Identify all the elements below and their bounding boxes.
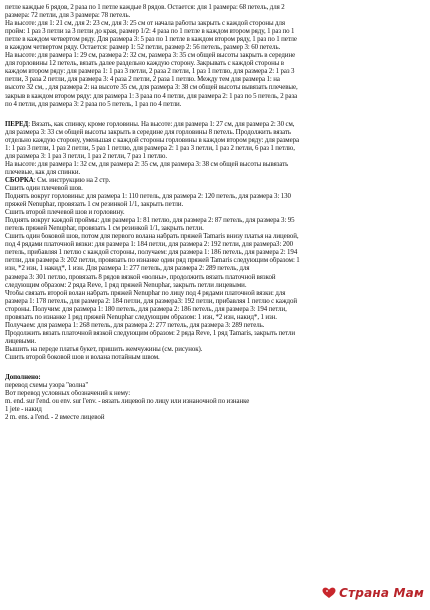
text-line: На высоте: для 1: 21 см, для 2: 23 см, для 3: 25 см от начала работы закрыть с каждой стороны для <box>5 20 286 28</box>
text-line: петли, 3 раза 2 петли, для размера 3: 4 раза 2 петли, 2 раза 1 петлю. Между тем для размера 1: на <box>5 76 280 84</box>
text-line: по 4 петли, для размера 3: 2 раза по 5 петель, 1 раз по 4 петли. <box>5 100 182 108</box>
text-line: в каждом четвертом ряду. Остается: размер 1: 52 петли, размер 2: 56 петель, размер 3: 60 петель. <box>5 44 281 52</box>
text-line: под 4 рядами платочной вязки: для размера 1: 184 петли, для размера 2: 192 петли, для размера3: 200 <box>5 241 293 249</box>
text-line: размера 1: 178 петель, для размера 2: 184 петли, для размера3: 192 петли, прибавляя 1 петлю с каждой <box>5 297 298 305</box>
text-line: петле в каждом четвертом ряду. Для размера 3: 5 раз по 1 петле в каждом втором ряду, 1 раз по 1 петле <box>5 36 297 44</box>
text-line: перевод схемы узора "волна" <box>5 382 89 390</box>
text-line: Вот перевод условных обозначений к нему: <box>5 390 131 398</box>
text-line: пряжей Nenuphar, провязать 1 см резинкой 1/1, закрыть петли. <box>5 201 184 209</box>
assembly-first-line <box>5 177 425 185</box>
text-line: Чтобы связать второй волан набрать пряжей Nenuphar по лицу под 4 рядами платочной вязки: для <box>5 289 286 297</box>
text-line: размера: 72 петли, для 3 размера: 78 петель. <box>5 12 131 20</box>
text-line: для размера 3: 1 раз 3 петли, 1 раз 2 петли, 7 раз 1 петлю. <box>5 152 168 160</box>
text-line: Вышить на переде платья букет, пришить жемчужины (см. рисунок). <box>5 345 203 353</box>
text-line: стороны. Получим: для размера 1: 180 петель, для размера 2: 186 петель, для размера 3: 194 петли, <box>5 305 287 313</box>
extra-section <box>5 374 425 422</box>
text-line: На высоте: для размера 1: 32 см, для размера 2: 35 см, для размера 3: 38 см общей высоты вывязать <box>5 160 289 168</box>
text-line: для размера 3: 33 см общей высоты закрыть в середине для горловины 8 петель. Продолжить вязать <box>5 128 292 136</box>
text-line: Поднять вокруг каждой проймы: для размера 1: 81 петлю, для размера 2: 87 петель, для размера 3: 95 <box>5 217 295 225</box>
text-line: каждом втором ряду: для размера 1: 1 раз 3 петли, 2 раза 2 петли, 1 раз 1 петлю, для размера 2: 1 раз 3 <box>5 68 295 76</box>
text-line: : См. инструкцию на 2 стр. <box>33 176 111 184</box>
text-line: Продолжить вязать платочной вязкой следующим образом: 2 ряда Reve, 1 ряд Tamaris, закрыть петли <box>5 329 295 337</box>
text-line: Получаем: для размера 1: 268 петель, для размера 2: 277 петель, для размера 3: 289 петель. <box>5 321 265 329</box>
back-continuation-paragraph <box>5 4 425 109</box>
text-line: для горловины 12 петель, вязать далее раздельно каждую сторону. Закрывать с каждой стороны в <box>5 60 284 68</box>
front-first-line <box>5 121 425 129</box>
heart-logo-icon <box>322 587 336 599</box>
text-line: закрыв в каждом втором ряду: для размера 1: 3 раза по 4 петли, для размера 2: 1 раз по 5 петель, 2 раза <box>5 92 298 100</box>
text-line: На высоте: для размера 1: 29 см, размера 2: 32 см, размера 3: 35 см общей высоты закрыть в середине <box>5 52 296 60</box>
text-line: следующим образом: 2 ряда Reve, 1 ряд пряжей Nenuphar, закрыть петли лицевыми. <box>5 281 247 289</box>
text-line: Сшить один плечевой шов. <box>5 184 83 192</box>
text-line: изн, *2 изн, 1 накид*, 1 изн. Для размера 1: 277 петель, для размера 2: 289 петель, для <box>5 265 250 273</box>
text-line: петель пряжей Nenuphar, провязать 1 см резинкой 1/1, закрыть петли. <box>5 225 204 233</box>
text-line: петле каждые 6 рядов, 2 раза по 1 петле каждые 8 рядов. Остается: для 1 размера: 68 петель, для 2 <box>5 4 285 11</box>
text-line: : Вязать, как спинку, кроме горловины. На высоте: для размера 1: 27 см, для размера 2: 30 см, <box>28 120 295 128</box>
text-line: 1 jete - накид <box>5 406 42 414</box>
text-line: лицевыми. <box>5 337 37 345</box>
text-line: отдельно каждую сторону, уменьшая с каждой стороны горловины в каждом втором ряду: для размера <box>5 136 300 144</box>
section-spacer <box>5 109 425 121</box>
text-line: высоте 32 см, , для размера 2: на высоте 35 см, для размера 3: 38 см общей высоты вывязать плечевые, <box>5 84 298 92</box>
text-line: Поднять вокруг горловины: для размера 1: 110 петель, для размера 2: 120 петель, для размера 3: 130 <box>5 193 291 201</box>
text-line: Сшить один боковой шов, потом для первого волана набрать пряжей Tamaris внизу платья на лицевой, <box>5 233 299 241</box>
assembly-section <box>5 177 425 362</box>
text-line: Сшить второй боковой шов и волана потайным швом. <box>5 353 160 361</box>
site-watermark <box>322 586 424 600</box>
document-page <box>5 4 425 422</box>
extra-heading: Дополнено: <box>5 374 41 382</box>
text-line: пройм: 1 раз 3 петли за 3 петли до края, размер 1/2: 4 раза по 1 петле в каждом втором ряду, 1 раз по 1 <box>5 28 295 36</box>
text-line: плечевые, как для спинки. <box>5 168 81 176</box>
text-line: петель, прибавляя 1 петлю с каждой стороны, получаем: для размера 1: 186 петель, для размера 2: 194 <box>5 249 298 257</box>
section-spacer <box>5 362 425 374</box>
text-line: размера 3: 301 петлю, провязать 8 рядов вязкой «волны», продолжить вязать платочной вязкой <box>5 273 276 281</box>
text-line: петли, для размера 3: 202 петли, провязать по изнанке один ряд пряжей Tamaris следующим образом: 1 <box>5 257 300 265</box>
text-line: m. end. sur l'end. ou env. sur l'env. - вязать лицевой по лицу или изнаночной по изнанке <box>5 398 250 406</box>
text-line: провязать по изнанке 1 ряд пряжей Nenuphar следующим образом: 1 изн, *2 изн, накид*, 1 изн. <box>5 313 277 321</box>
text-line: 2 m. ens. a l'end. - 2 вместе лицевой <box>5 414 105 422</box>
text-line: 1: 1 раз 3 петли, 1 раз 2 петли, 5 раз 1 петлю, для размера 2: 1 раз 3 петли, 1 раз 2 петли, 6 раз 1 петлю, <box>5 144 295 152</box>
assembly-heading: СБОРКА <box>5 176 34 184</box>
text-line: Сшить второй плечевой шов и горловину. <box>5 209 125 217</box>
front-heading: ПЕРЕД <box>5 120 29 128</box>
front-section <box>5 121 425 177</box>
watermark-text: Страна Мам <box>339 586 424 600</box>
